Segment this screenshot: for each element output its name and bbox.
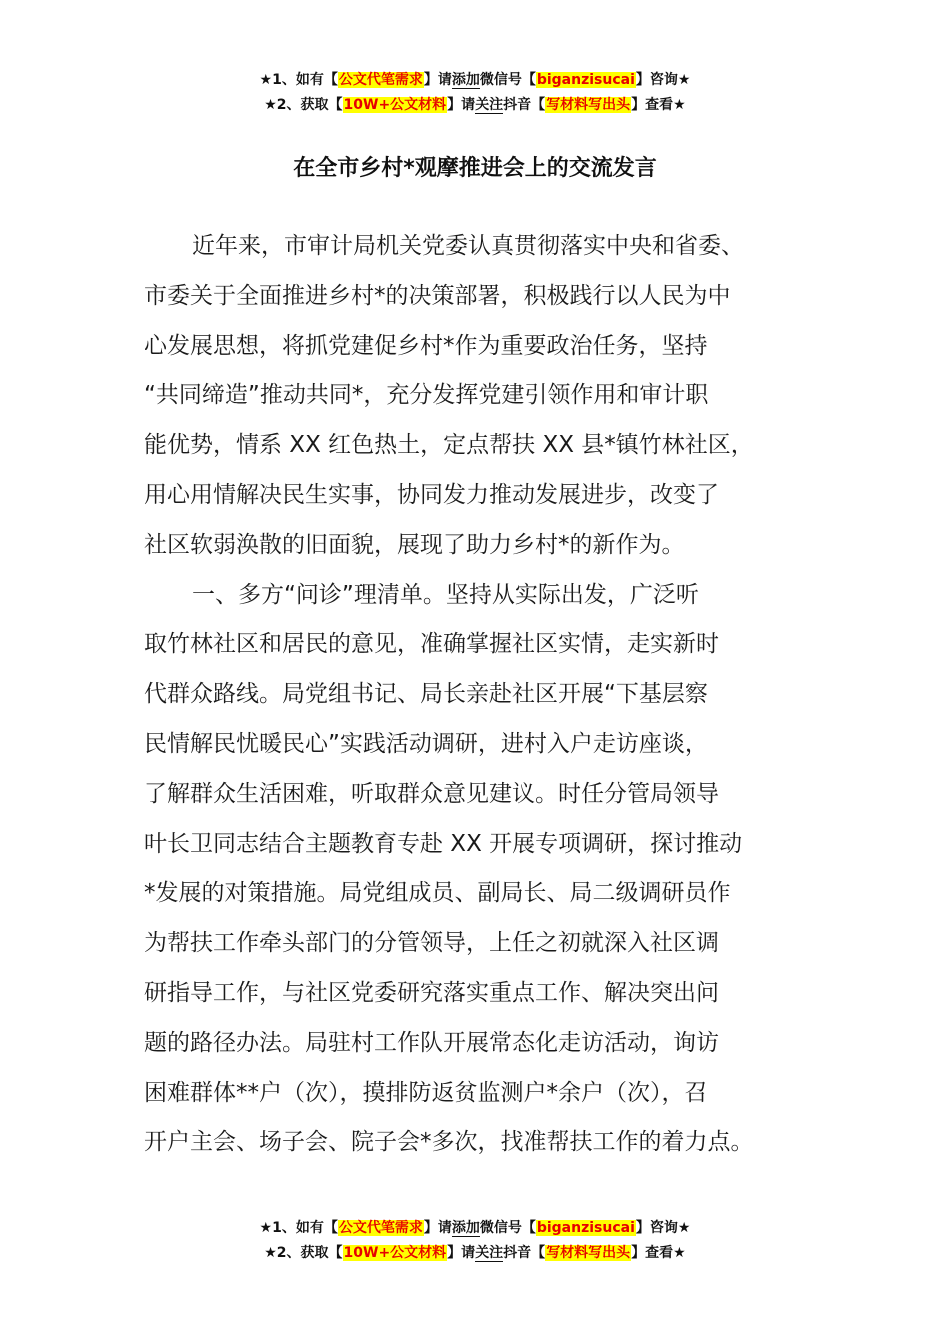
paragraph-line: 为帮扶工作牵头部门的分管领导，上任之初就深入社区调	[144, 930, 719, 957]
banner-highlight: biganzisucai	[536, 72, 635, 88]
banner-text: 】咨询★	[635, 1220, 691, 1236]
banner-text: 】查看★	[631, 1245, 686, 1261]
banner-underlined-text: 关注	[475, 1245, 504, 1261]
paragraph-line: 了解群众生活困难，听取群众意见建议。时任分管局领导	[144, 780, 719, 807]
banner-underlined-text: 添加	[451, 72, 480, 88]
banner-highlight: 写材料写出头	[546, 97, 631, 113]
banner-line-1	[0, 68, 950, 93]
banner-text: 】查看★	[631, 97, 686, 113]
banner-text: ★1、如有【	[259, 72, 338, 88]
banner-line-2	[0, 1241, 950, 1266]
banner-text: ★2、获取【	[264, 1245, 343, 1261]
banner-text: 微信号【	[479, 72, 536, 88]
paragraph-line: *发展的对策措施。局党组成员、副局长、局二级调研员作	[144, 880, 731, 907]
paragraph-line: 困难群体**户（次），摸排防返贫监测户*余户（次），召	[144, 1079, 708, 1106]
banner-highlight: 10W+公文材料	[343, 1245, 447, 1261]
paragraph-line: 题的路径办法。局驻村工作队开展常态化走访活动，询访	[144, 1029, 719, 1056]
banner-text: 】请	[423, 1220, 452, 1236]
paragraph-line: “共同缔造”推动共同*，充分发挥党建引领作用和审计职	[144, 382, 709, 409]
banner-text: 】请	[447, 97, 476, 113]
paragraph-line: 开户主会、场子会、院子会*多次，找准帮扶工作的着力点。	[144, 1129, 754, 1156]
banner-text: 微信号【	[479, 1220, 536, 1236]
banner-highlight: 公文代笔需求	[338, 1220, 423, 1236]
paragraph-line: 代群众路线。局党组书记、局长亲赴社区开展“下基层察	[144, 681, 708, 708]
banner-highlight: 写材料写出头	[546, 1245, 631, 1261]
paragraph-line: 社区软弱涣散的旧面貌，展现了助力乡村*的新作为。	[144, 531, 685, 558]
banner-line-2	[0, 93, 950, 118]
banner-text: 抖音【	[503, 1245, 546, 1261]
footer-banner	[0, 1216, 950, 1266]
paragraph-line: 一、多方“问诊”理清单。坚持从实际出发，广泛听	[192, 581, 699, 608]
paragraph-line: 心发展思想，将抓党建促乡村*作为重要政治任务，坚持	[144, 332, 708, 359]
banner-highlight: 10W+公文材料	[343, 97, 447, 113]
paragraph-line: 用心用情解决民生实事，协同发力推动发展进步，改变了	[144, 481, 719, 508]
banner-underlined-text: 关注	[475, 97, 504, 113]
paragraph-line: 取竹林社区和居民的意见，准确掌握社区实情，走实新时	[144, 631, 719, 658]
paragraph-line: 叶长卫同志结合主题教育专赴 XX 开展专项调研，探讨推动	[144, 830, 743, 857]
banner-highlight: biganzisucai	[536, 1220, 635, 1236]
banner-text: 】咨询★	[635, 72, 691, 88]
banner-highlight: 公文代笔需求	[338, 72, 423, 88]
banner-line-1	[0, 1216, 950, 1241]
banner-text: 抖音【	[503, 97, 546, 113]
header-banner	[0, 68, 950, 118]
paragraph-line: 研指导工作，与社区党委研究落实重点工作、解决突出问	[144, 979, 719, 1006]
document-title: 在全市乡村*观摩推进会上的交流发言	[293, 156, 657, 181]
paragraph-line: 市委关于全面推进乡村*的决策部署，积极践行以人民为中	[144, 282, 731, 309]
paragraph-line: 近年来，市审计局机关党委认真贯彻落实中央和省委、	[192, 233, 744, 259]
banner-text: 】请	[423, 72, 452, 88]
banner-text: 】请	[447, 1245, 476, 1261]
banner-text: ★2、获取【	[264, 97, 343, 113]
paragraph-line: 能优势，情系 XX 红色热土，定点帮扶 XX 县*镇竹林社区，	[144, 432, 754, 459]
banner-text: ★1、如有【	[259, 1220, 338, 1236]
document-body	[144, 222, 814, 1168]
banner-underlined-text: 添加	[451, 1220, 480, 1236]
paragraph-line: 民情解民忧暖民心”实践活动调研，进村入户走访座谈，	[144, 730, 708, 757]
